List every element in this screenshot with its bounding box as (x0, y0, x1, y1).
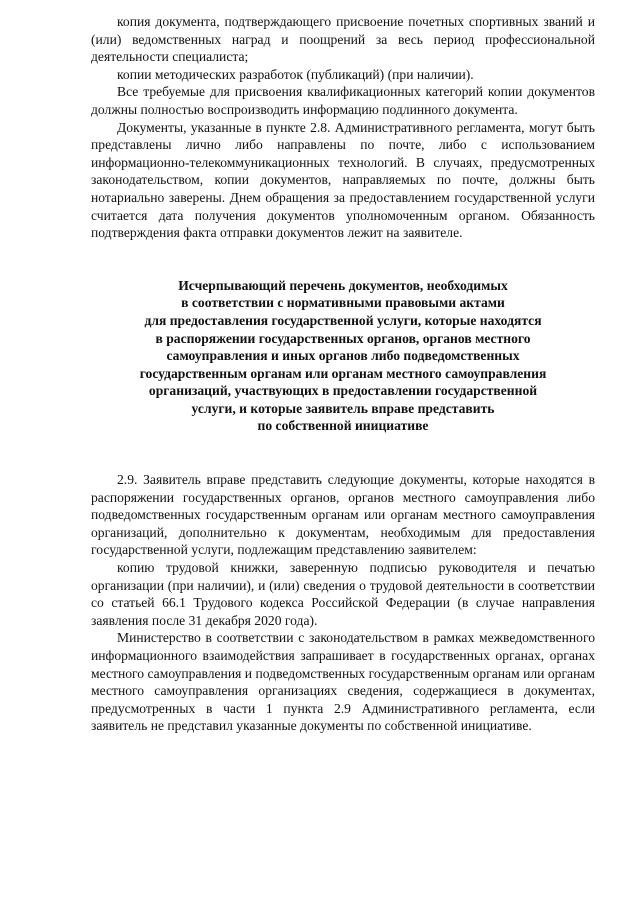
paragraph-methodical-copies: копии методических разработок (публикаций) (при наличии). (117, 66, 474, 82)
heading-line: организаций, участвующих в предоставлении государственной (148, 383, 538, 399)
paragraph-item-2-9: 2.9. Заявитель вправе представить следующие документы, которые находятся в распоряжении государственных органов, органов местного самоуправления либо подведомственных государственным органам или органам местного самоуправления организаций, дополнительно к документам, необходимым для предоставления государственной услуги, подлежащим представлению заявителем: (91, 472, 595, 558)
heading-line: для предоставления государственной услуги, которые находятся (144, 312, 542, 328)
heading-line: в распоряжении государственных органов, органов местного (155, 330, 531, 346)
paragraph-submission-methods: Документы, указанные в пункте 2.8. Административного регламента, могут быть представлены лично либо направлены по почте, либо с использованием информационно-телекоммуникационных технологий. В случаях, предусмотренных законодательством, копии документов, направляемых по почте, должны быть нотариально заверены. Днем обращения за предоставлением государственной услуги считается дата получения документов уполномоченным органом. Обязанность подтверждения факта отправки документов лежит на заявителе. (91, 119, 595, 241)
paragraph-ministry-requests: Министерство в соответствии с законодательством в рамках межведомственного информационного взаимодействия запрашивает в государственных органах, органах местного самоуправления и подведомственных государственным органам или органам местного самоуправления организациях сведения, содержащиеся в документах, предусмотренных в части 1 пункта 2.9 Административного регламента, если заявитель не представил указанные документы по собственной инициативе. (91, 630, 595, 734)
paragraph-work-record-copy: копию трудовой книжки, заверенную подписью руководителя и печатью организации (при наличии), и (или) сведения о трудовой деятельности в соответствии со статьей 66.1 Трудового кодекса Российской Федерации (в случае направления заявления после 31 декабря 2020 года). (91, 560, 595, 628)
heading-line: по собственной инициативе (257, 418, 429, 434)
spacer (91, 435, 595, 471)
heading-line: самоуправления и иных органов либо подведомственных (166, 348, 520, 364)
heading-line: государственным органам или органам местного самоуправления (139, 365, 547, 381)
heading-line: Исчерпывающий перечень документов, необходимых (178, 277, 508, 293)
section-heading (91, 277, 595, 435)
spacer (91, 242, 595, 277)
paragraph-copies-requirement: Все требуемые для присвоения квалификационных категорий копии документов должны полностью воспроизводить информацию подлинного документа. (91, 84, 595, 117)
heading-line: в соответствии с нормативными правовыми актами (181, 295, 505, 311)
document-body (91, 13, 595, 735)
paragraph-document-copy-awards: копия документа, подтверждающего присвоение почетных спортивных званий и (или) ведомственных наград и поощрений за весь период профессиональной деятельности специалиста; (91, 14, 595, 65)
heading-line: услуги, и которые заявитель вправе представить (191, 400, 495, 416)
